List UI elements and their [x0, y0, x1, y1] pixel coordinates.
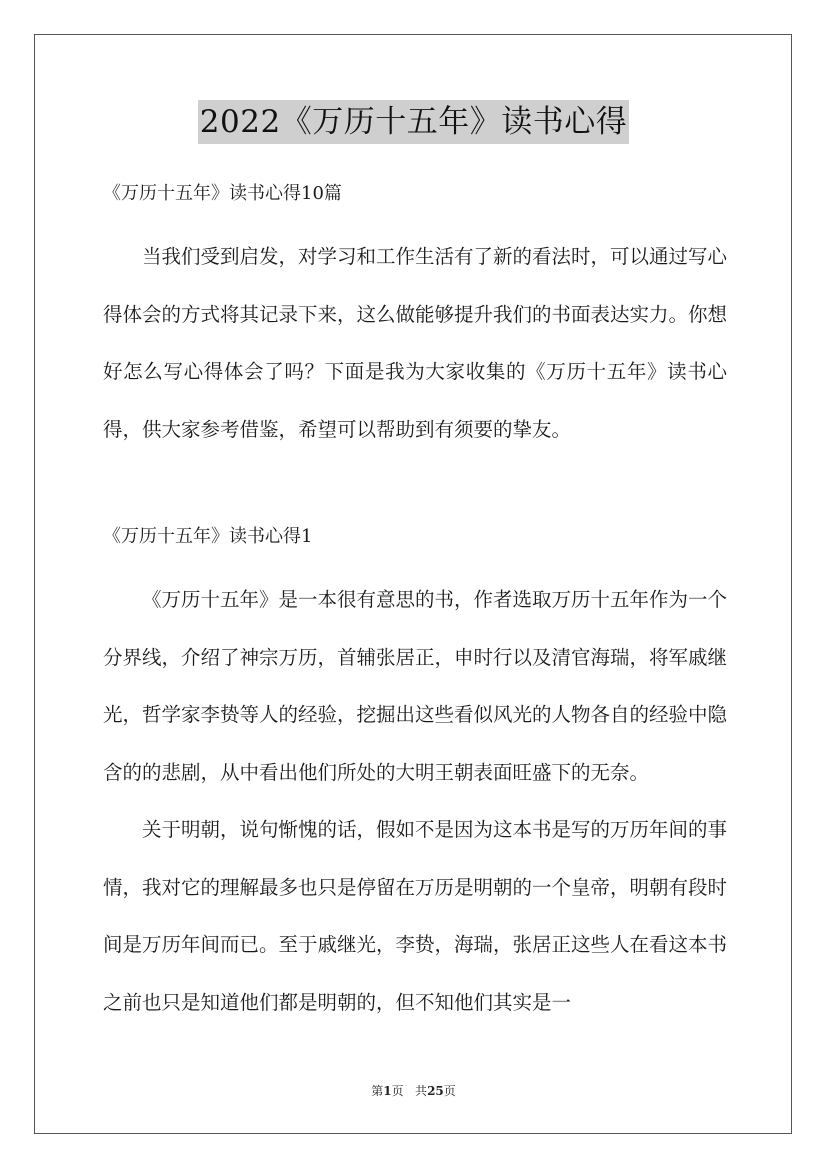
section-spacer: [103, 458, 727, 519]
document-title-wrapper: [0, 100, 827, 144]
body-paragraph-2: 关于明朝，说句惭愧的话，假如不是因为这本书是写的万历年间的事情，我对它的理解最多也只是停留在万历是明朝的一个皇帝，明朝有段时间是万历年间而已。至于戚继光，李贽，海瑞，张居正这些人在看这本书之前也只是知道他们都是明朝的，但不知他们其实是一: [103, 818, 728, 1014]
page-footer: [0, 1082, 827, 1099]
total-label-suffix: 页: [443, 1084, 456, 1098]
document-subtitle: 《万历十五年》读书心得10篇: [103, 183, 342, 204]
intro-paragraph: 当我们受到启发，对学习和工作生活有了新的看法时，可以通过写心得体会的方式将其记录下来，这么做能够提升我们的书面表达实力。你想好怎么写心得体会了吗？下面是我为大家收集的《万历十五年》读书心得，供大家参考借鉴，希望可以帮助到有须要的挚友。: [103, 245, 728, 441]
document-body: [103, 176, 727, 1031]
page-number: 1: [383, 1084, 392, 1098]
section-heading: 《万历十五年》读书心得1: [103, 526, 313, 547]
body-paragraph-1: 《万历十五年》是一本很有意思的书，作者选取万历十五年作为一个分界线，介绍了神宗万历，首辅张居正，申时行以及清官海瑞，将军戚继光，哲学家李贽等人的经验，挖掘出这些看似风光的人物各自的经验中隐含的的悲剧，从中看出他们所处的大明王朝表面旺盛下的无奈。: [103, 588, 728, 784]
total-pages: 25: [427, 1084, 444, 1098]
document-title: 2022《万历十五年》读书心得: [198, 100, 629, 144]
total-label-prefix: 共: [415, 1084, 428, 1098]
page-label-suffix: 页: [391, 1084, 404, 1098]
page-label-prefix: 第: [371, 1084, 384, 1098]
